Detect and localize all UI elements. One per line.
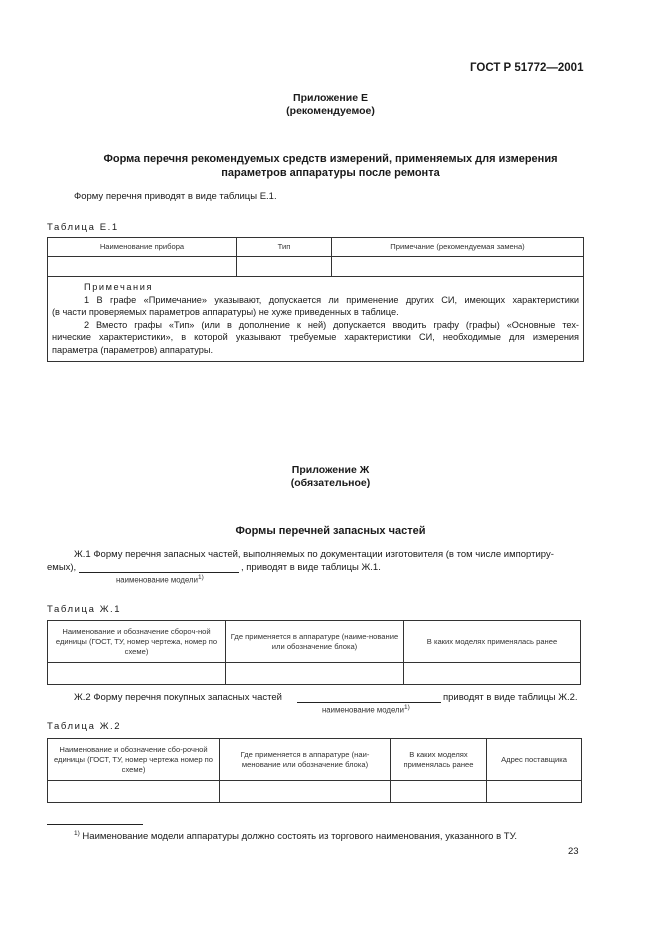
footnote-mark: 1) [197, 574, 204, 581]
table-zh2-header-cell: Наименование и обозначение сбо-рочной единицы (ГОСТ, ТУ, номер чертежа номер по схеме) [48, 739, 220, 781]
page-number: 23 [568, 846, 579, 857]
table-zh1-header-cell: Наименование и обозначение сбороч-ной единицы (ГОСТ, ТУ, номер чертежа, номер по схеме) [48, 621, 226, 663]
table-cell [487, 781, 582, 803]
table-cell [220, 781, 391, 803]
table-e1-header-cell: Примечание (рекомендуемая замена) [332, 238, 584, 257]
table-e1-header-row [48, 238, 584, 257]
table-zh2-header-row [48, 739, 582, 781]
zh1-paragraph-start: емых), [47, 562, 77, 573]
model-label-2 [322, 704, 410, 715]
zh2-paragraph-start: Ж.2 Форму перечня покупных запасных частей [74, 692, 282, 703]
footnote-text: Наименование модели аппаратуры должно состоять из торгового наименования, указанного в ТУ. [82, 831, 518, 843]
table-zh1-header-cell: В каких моделях применялась ранее [404, 621, 581, 663]
table-e1-notes-row [48, 277, 584, 362]
table-e1-notes [48, 277, 584, 362]
note-2-line1: 2 Вместо графы «Тип» (или в дополнение к ней) допускается вводить графу (графы) «Основные тех- [84, 319, 579, 330]
model-name-blank-line [79, 572, 239, 573]
footnote-mark: 1) [403, 704, 410, 711]
appendix-zh-heading: Формы перечней запасных частей [235, 525, 426, 537]
model-label-text: наименование модели [116, 575, 198, 585]
table-e1 [47, 237, 584, 362]
model-name-blank-line-2 [297, 702, 441, 703]
zh1-paragraph-line1: Ж.1 Форму перечня запасных частей, выполняемых по документации изготовителя (в том числе импортиру- [74, 549, 554, 560]
table-zh1-header-cell: Где применяется в аппаратуре (наиме-нование или обозначение блока) [226, 621, 404, 663]
note-1-line2: (в части проверяемых параметров аппаратуры) не хуже приведенных в таблице. [52, 307, 399, 318]
appendix-e-title: Приложение Е [293, 92, 368, 104]
table-zh2-header-cell: Адрес поставщика [487, 739, 582, 781]
table-zh1 [47, 620, 581, 685]
table-cell [391, 781, 487, 803]
table-cell [48, 663, 226, 685]
table-cell [404, 663, 581, 685]
table-cell [237, 257, 332, 277]
table-e1-header-cell: Тип [237, 238, 332, 257]
table-zh2-header-cell: Где применяется в аппаратуре (наи-менование или обозначение блока) [220, 739, 391, 781]
table-cell [48, 781, 220, 803]
notes-title: Примечания [84, 282, 154, 292]
table-zh1-caption: Таблица Ж.1 [47, 604, 122, 615]
appendix-e-heading-line2: параметров аппаратуры после ремонта [221, 167, 440, 179]
table-cell [332, 257, 584, 277]
table-e1-empty-row [48, 257, 584, 277]
table-zh2-caption: Таблица Ж.2 [47, 721, 122, 732]
table-cell [226, 663, 404, 685]
note-2-line2: нические характеристики», в которой указывают требуемые характеристики СИ, необходимые для измерения [52, 332, 579, 343]
model-label-text: наименование модели [322, 705, 404, 715]
standard-number: ГОСТ Р 51772—2001 [470, 62, 584, 74]
model-label-1 [116, 574, 204, 585]
zh2-paragraph-end: приводят в виде таблицы Ж.2. [443, 692, 578, 703]
table-zh2-empty-row [48, 781, 582, 803]
table-zh1-header-row [48, 621, 581, 663]
appendix-zh-title: Приложение Ж [291, 464, 370, 476]
footnote [74, 827, 517, 843]
note-2-line3: параметра (параметров) аппаратуры. [52, 344, 214, 355]
appendix-e-status: (рекомендуемое) [286, 105, 375, 117]
note-1-line1: 1 В графе «Примечание» указывают, допускается ли применение других СИ, имеющих характеристики [84, 294, 579, 305]
table-zh1-empty-row [48, 663, 581, 685]
table-cell [48, 257, 237, 277]
footnote-mark: 1) [74, 830, 80, 837]
table-zh2 [47, 738, 582, 803]
footnote-separator [47, 824, 143, 825]
appendix-zh-status: (обязательное) [290, 477, 371, 489]
table-e1-header-cell: Наименование прибора [48, 238, 237, 257]
appendix-e-intro: Форму перечня приводят в виде таблицы Е.1. [74, 191, 277, 202]
table-e1-caption: Таблица Е.1 [47, 222, 119, 233]
table-zh2-header-cell: В каких моделях применялась ранее [391, 739, 487, 781]
appendix-e-heading-line1: Форма перечня рекомендуемых средств измерений, применяемых для измерения [103, 153, 558, 165]
zh1-paragraph-end: , приводят в виде таблицы Ж.1. [241, 562, 381, 573]
